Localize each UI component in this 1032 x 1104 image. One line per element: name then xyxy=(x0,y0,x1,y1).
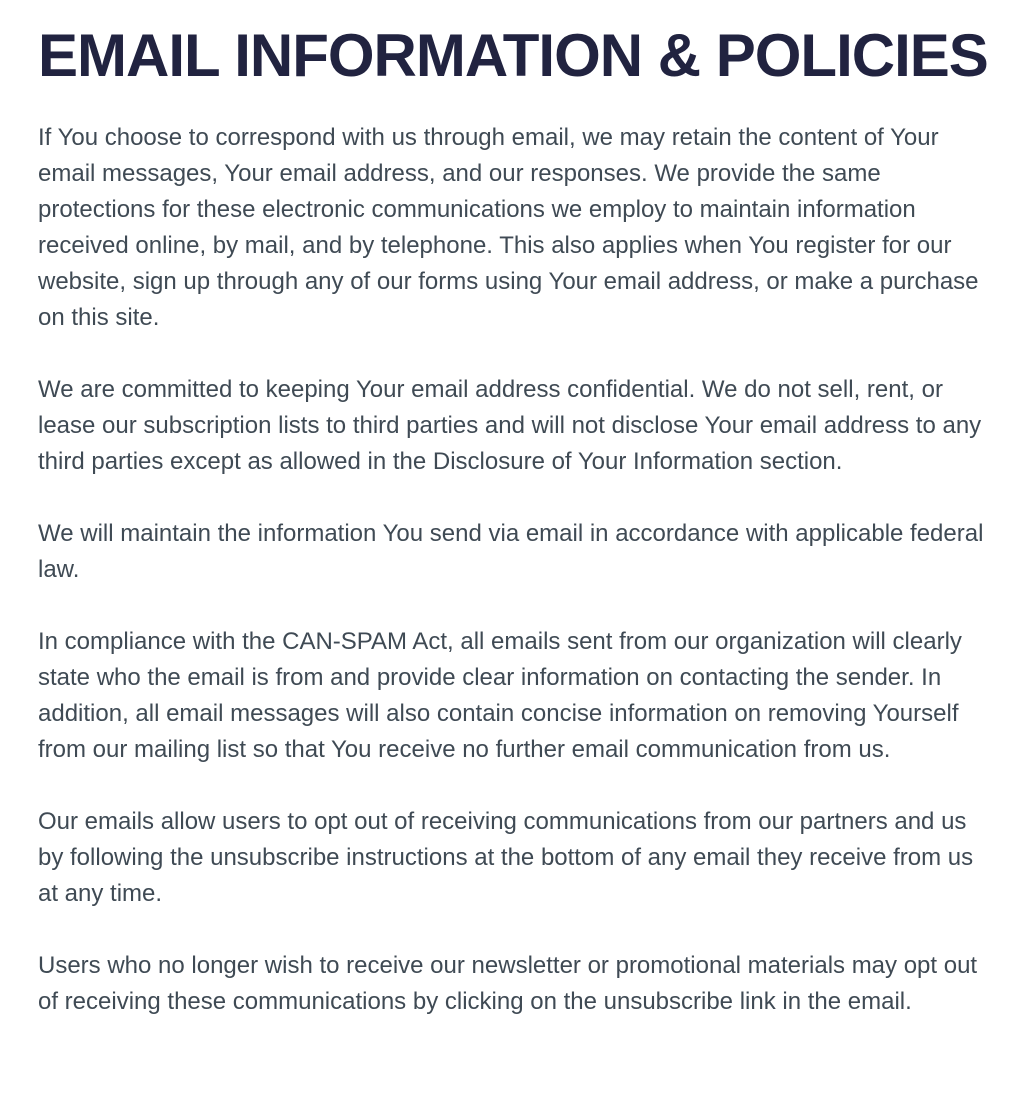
paragraph-email-correspondence: If You choose to correspond with us through email, we may retain the content of Your email messages, Your email address, and our responses. We provide the same protections for these electronic communications we employ to maintain information received online, by mail, and by telephone. This also applies when You register for our website, sign up through any of our forms using Your email address, or make a purchase on this site. xyxy=(38,124,979,331)
paragraph-can-spam: In compliance with the CAN-SPAM Act, all emails sent from our organization will clearly state who the email is from and provide clear information on contacting the sender. In addition, all email messages will also contain concise information on removing Yourself from our mailing list so that You receive no further email communication from us. xyxy=(38,628,962,763)
page-title: EMAIL INFORMATION & POLICIES xyxy=(38,22,988,89)
paragraph-federal-law: We will maintain the information You send via email in accordance with applicable federal law. xyxy=(38,520,984,583)
paragraph-unsubscribe: Users who no longer wish to receive our newsletter or promotional materials may opt out of receiving these communications by clicking on the unsubscribe link in the email. xyxy=(38,952,978,1015)
paragraph-opt-out: Our emails allow users to opt out of receiving communications from our partners and us by following the unsubscribe instructions at the bottom of any email they receive from us at any time. xyxy=(38,808,974,907)
paragraph-confidentiality: We are committed to keeping Your email address confidential. We do not sell, rent, or lease our subscription lists to third parties and will not disclose Your email address to any third parties except as allowed in the Disclosure of Your Information section. xyxy=(38,376,982,475)
policy-text xyxy=(38,120,998,1020)
